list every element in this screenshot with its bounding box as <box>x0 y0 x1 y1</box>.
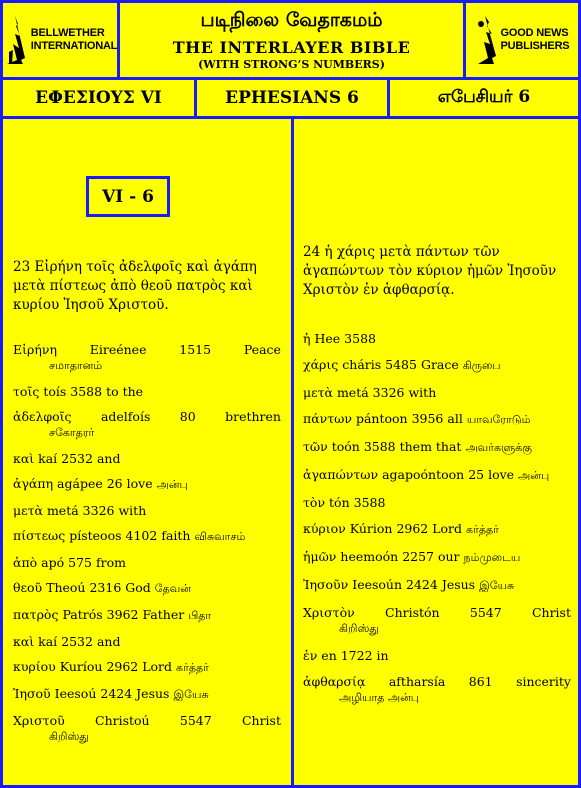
word-entry-line <box>303 331 571 346</box>
greek-word: ἡ <box>303 331 311 346</box>
tamil-gloss: இயேசு <box>173 688 209 701</box>
english-gloss: brethren <box>225 409 281 424</box>
transliteration: Theoú <box>46 580 86 595</box>
english-gloss: from <box>95 555 126 570</box>
greek-word: τῶν <box>303 439 328 454</box>
strongs-number: 2257 <box>402 549 434 564</box>
word-entry-line <box>13 451 281 466</box>
tamil-gloss: இயேசு <box>479 579 515 592</box>
english-gloss: God <box>125 580 151 595</box>
strongs-number: 3588 <box>353 495 386 510</box>
verse-24: 24 ἡ χάρις μετὰ πάντων τῶν ἀγαπώντων τὸν κύριον ἡμῶν Ἰησοῦν Χριστὸν ἐν ἀφθαρσίᾳ. <box>303 244 557 298</box>
word-entry <box>303 357 571 374</box>
transliteration: Patrós <box>62 607 103 622</box>
transliteration: toón <box>331 439 360 454</box>
greek-word: τὸν <box>303 495 326 510</box>
transliteration: cháris <box>342 357 382 372</box>
chapter-english <box>194 77 390 119</box>
word-entry-line <box>13 503 281 518</box>
greek-word: Χριστὸν <box>303 605 355 620</box>
word-entry <box>303 385 571 400</box>
english-gloss: love <box>126 476 153 491</box>
strongs-number: 2424 <box>100 686 133 701</box>
word-entry-line <box>13 607 281 624</box>
transliteration: tón <box>329 495 350 510</box>
tamil-gloss: கிறிஸ்து <box>339 622 379 635</box>
word-entry <box>13 555 281 570</box>
word-entry <box>303 439 571 456</box>
transliteration: agápee <box>57 476 103 491</box>
english-gloss: with <box>118 503 147 518</box>
word-entry <box>13 634 281 649</box>
tamil-gloss-line <box>13 728 281 745</box>
english-gloss: in <box>376 648 389 663</box>
transliteration: Ieesoún <box>352 577 403 592</box>
transliteration: kaí <box>38 634 58 649</box>
word-entry <box>13 409 281 441</box>
strongs-number: 5547 <box>469 605 502 620</box>
title-tamil: படிநிலை வேதாகமம் <box>200 9 383 31</box>
word-entry-line <box>303 439 571 456</box>
transliteration: kaí <box>38 451 58 466</box>
word-entry-line <box>13 528 281 545</box>
greek-word: Ἰησοῦν <box>303 577 349 592</box>
transliteration: aftharsía <box>388 674 446 689</box>
chapter-tamil-label: எபேசியர் 6 <box>437 87 531 107</box>
strongs-number: 1722 <box>340 648 373 663</box>
strongs-number: 3962 <box>106 607 139 622</box>
english-gloss: Lord <box>432 521 463 536</box>
title-panel <box>117 0 466 80</box>
word-entry-line <box>303 605 571 620</box>
greek-word: κυρίου <box>13 659 56 674</box>
word-entry <box>303 495 571 510</box>
greek-word: χάρις <box>303 357 339 372</box>
transliteration: Ieesoú <box>54 686 97 701</box>
transliteration: adelfoís <box>100 409 151 424</box>
left-word-list <box>3 342 291 755</box>
good-news-logo-text: GOOD NEWS PUBLISHERS <box>500 27 570 52</box>
strongs-number: 3326 <box>372 385 405 400</box>
word-entry <box>303 648 571 663</box>
title-subtitle: (WITH STRONG’S NUMBERS) <box>198 58 385 71</box>
word-entry-line <box>13 659 281 676</box>
word-entry-line <box>303 467 571 484</box>
strongs-number: 5547 <box>179 713 212 728</box>
english-gloss: Jesus <box>136 686 170 701</box>
greek-word: μετὰ <box>303 385 333 400</box>
tamil-gloss: சகோதரர் <box>49 426 95 439</box>
strongs-number: 2532 <box>61 451 93 466</box>
word-entry <box>13 384 281 399</box>
word-entry-line <box>303 549 571 566</box>
word-entry <box>303 674 571 706</box>
transliteration: Kuríou <box>59 659 103 674</box>
strongs-number: 3588 <box>363 439 396 454</box>
greek-word: ἀπὸ <box>13 555 38 570</box>
word-entry <box>13 580 281 597</box>
word-entry-line <box>303 577 571 594</box>
english-gloss: and <box>96 451 121 466</box>
word-entry-line <box>303 648 571 663</box>
transliteration: heemoón <box>340 549 399 564</box>
strongs-number: 3326 <box>82 503 115 518</box>
tamil-gloss: அழியாத அன்பு <box>339 691 419 704</box>
tamil-gloss: கிறிஸ்து <box>49 730 89 743</box>
tamil-gloss: சமாதானம் <box>49 359 103 372</box>
word-entry <box>13 607 281 624</box>
strongs-number: 2962 <box>106 659 139 674</box>
word-entry-line <box>13 384 281 399</box>
greek-word: ἀφθαρσίᾳ <box>303 674 366 689</box>
strongs-number: 861 <box>468 674 493 689</box>
english-gloss: Peace <box>243 342 281 357</box>
word-entry <box>13 342 281 374</box>
tamil-gloss: பிதா <box>188 609 212 622</box>
word-entry <box>303 549 571 566</box>
english-gloss: to the <box>106 384 144 399</box>
transliteration: písteoos <box>69 528 122 543</box>
word-entry <box>303 577 571 594</box>
tamil-gloss-line <box>303 620 571 637</box>
strongs-number: 5485 <box>385 357 417 372</box>
strongs-number: 1515 <box>179 342 212 357</box>
greek-word: πάντων <box>303 411 352 426</box>
word-entry-line <box>13 713 281 728</box>
word-entry-line <box>303 495 571 510</box>
word-entry <box>13 528 281 545</box>
word-entry <box>303 331 571 346</box>
left-logo-panel <box>0 0 120 80</box>
tamil-gloss-line <box>13 357 281 374</box>
transliteration: toís <box>43 384 67 399</box>
word-entry <box>13 451 281 466</box>
chapter-english-label: EPHESIANS 6 <box>225 88 359 108</box>
english-gloss: Father <box>142 607 185 622</box>
right-word-list <box>293 331 581 717</box>
word-entry <box>13 503 281 518</box>
word-entry-line <box>13 580 281 597</box>
word-entry-line <box>13 409 281 424</box>
word-entry <box>303 411 571 428</box>
word-entry-line <box>303 385 571 400</box>
english-gloss: and <box>96 634 121 649</box>
word-entry <box>303 521 571 538</box>
strongs-number: 575 <box>68 555 92 570</box>
english-gloss: Christ <box>241 713 281 728</box>
transliteration: en <box>321 648 337 663</box>
tamil-gloss: தேவன் <box>154 582 191 595</box>
english-gloss: them that <box>399 439 462 454</box>
english-gloss: Lord <box>142 659 173 674</box>
transliteration: agapoóntoon <box>382 467 465 482</box>
strongs-number: 26 <box>106 476 123 491</box>
strongs-number: 2532 <box>61 634 93 649</box>
greek-word: ἀγάπη <box>13 476 54 491</box>
right-logo-panel <box>463 0 581 80</box>
strongs-number: 4102 <box>125 528 158 543</box>
good-news-logo-icon <box>475 14 497 66</box>
tamil-gloss: அன்பு <box>156 478 188 491</box>
word-entry <box>13 713 281 745</box>
word-entry <box>303 467 571 484</box>
greek-word: καὶ <box>13 634 35 649</box>
strongs-number: 2316 <box>89 580 122 595</box>
strongs-number: 2962 <box>396 521 429 536</box>
strongs-number: 3956 <box>411 411 444 426</box>
strongs-number: 3588 <box>344 331 376 346</box>
word-entry <box>13 659 281 676</box>
greek-word: πίστεως <box>13 528 66 543</box>
greek-word: καὶ <box>13 451 35 466</box>
transliteration: apó <box>41 555 65 570</box>
word-entry <box>303 605 571 637</box>
english-gloss: all <box>447 411 463 426</box>
transliteration: Christón <box>385 605 440 620</box>
bellwether-logo-icon <box>3 14 27 66</box>
word-entry-line <box>13 686 281 703</box>
strongs-number: 2424 <box>406 577 438 592</box>
word-entry-line <box>303 521 571 538</box>
tamil-gloss: கிருபை <box>462 359 501 372</box>
transliteration: Eireénee <box>89 342 147 357</box>
transliteration: Kúrion <box>349 521 393 536</box>
word-entry <box>13 476 281 493</box>
english-gloss: Grace <box>420 357 459 372</box>
word-entry-line <box>13 555 281 570</box>
greek-word: πατρὸς <box>13 607 59 622</box>
strongs-number: 25 <box>468 467 485 482</box>
greek-word: ἀδελφοῖς <box>13 409 72 424</box>
bellwether-logo-text: BELLWETHER INTERNATIONAL <box>30 27 118 52</box>
greek-word: Χριστοῦ <box>13 713 65 728</box>
tamil-gloss-line <box>13 424 281 441</box>
english-gloss: love <box>488 467 515 482</box>
tamil-gloss: கர்த்தர் <box>466 523 499 536</box>
word-entry-line <box>303 674 571 689</box>
transliteration: metá <box>46 503 79 518</box>
transliteration: Hee <box>314 331 341 346</box>
chapter-greek-label: ΕΦΕΣΙΟΥΣ VI <box>35 88 162 108</box>
chapter-tamil <box>387 77 581 119</box>
word-entry <box>13 686 281 703</box>
tamil-gloss-line <box>303 689 571 706</box>
word-entry-line <box>303 357 571 374</box>
english-gloss: with <box>408 385 437 400</box>
strongs-number: 3588 <box>70 384 103 399</box>
tamil-gloss: அவர்களுக்கு <box>465 441 532 454</box>
title-main: THE INTERLAYER BIBLE <box>172 38 411 57</box>
word-entry-line <box>13 634 281 649</box>
word-entry-line <box>303 411 571 428</box>
english-gloss: sincerity <box>516 674 571 689</box>
greek-word: ἡμῶν <box>303 549 337 564</box>
tamil-gloss: விசுவாசம் <box>194 530 246 543</box>
greek-word: τοῖς <box>13 384 40 399</box>
tamil-gloss: கர்த்தர் <box>176 661 209 674</box>
transliteration: pántoon <box>355 411 408 426</box>
tamil-gloss: யாவரோடும் <box>466 413 531 426</box>
english-gloss: faith <box>161 528 191 543</box>
greek-word: Ἰησοῦ <box>13 686 51 701</box>
greek-word: κύριον <box>303 521 346 536</box>
greek-word: ἐν <box>303 648 318 663</box>
word-entry-line <box>13 476 281 493</box>
word-entry-line <box>13 342 281 357</box>
verse-23: 23 Εἰρήνη τοῖς ἀδελφοῖς καὶ ἀγάπη μετὰ πίστεως ἀπὸ θεοῦ πατρὸς καὶ κυρίου Ἰησοῦ Χριστοῦ. <box>13 259 257 313</box>
english-gloss: Christ <box>531 605 571 620</box>
tamil-gloss: அன்பு <box>518 469 550 482</box>
greek-word: θεοῦ <box>13 580 43 595</box>
transliteration: metá <box>336 385 369 400</box>
section-badge: VI - 6 <box>86 176 170 217</box>
english-gloss: our <box>437 549 460 564</box>
strongs-number: 80 <box>179 409 196 424</box>
greek-word: ἀγαπώντων <box>303 467 379 482</box>
transliteration: Christoú <box>95 713 150 728</box>
chapter-greek <box>0 77 197 119</box>
tamil-gloss: நம்முடைய <box>463 551 521 564</box>
greek-word: Εἰρήνη <box>13 342 57 357</box>
english-gloss: Jesus <box>441 577 476 592</box>
greek-word: μετὰ <box>13 503 43 518</box>
